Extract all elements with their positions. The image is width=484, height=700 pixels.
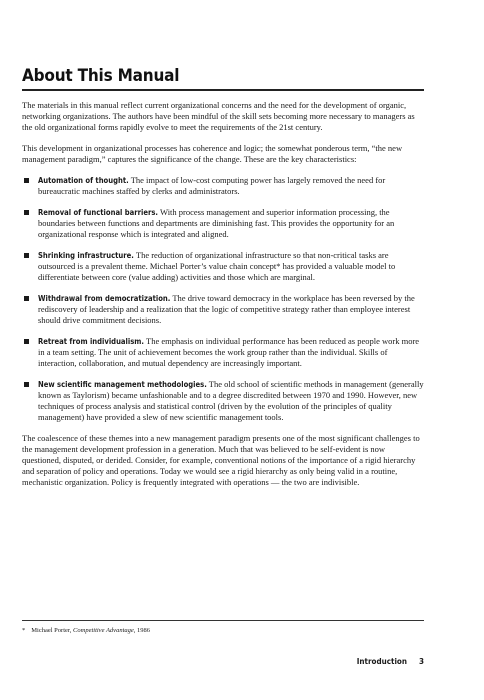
characteristic-term: Retreat from individualism. [38,337,145,346]
page-footer [357,657,424,666]
characteristic-text: The old school of scientific methods in management (generally known as Taylorism) became unfashionable and to a degree discredited between 1970 and 1990. However, new techniques of process analysis and statistical control (driven by the evolution of the principles of quality management) have provided a slew of new scientific management tools. [38,379,424,422]
manual-page [22,0,424,700]
footnote-year: , 1986 [133,627,151,634]
body-text [22,100,424,498]
characteristics-list [22,175,424,423]
closing-paragraph: The coalescence of these themes into a new management paradigm presents one of the most significant challenges to the management development profession in a generation. Much that was believed to be self-evident is now questioned, disputed, or derided. Consider, for example, conventional notions of the importance of a rigid hierarchy and separation of policy and operations. Today we would see a rigid hierarchy as only being valid in a routine, mechanistic organization. Policy is frequently integrated with operations — the two are indivisible. [22,433,420,487]
footer-section: Introduction [356,657,407,666]
characteristic-text: The emphasis on individual performance has been reduced as people work more in a team setting. The unit of achievement becomes the work group rather than the individual. Skills of interaction, collaboration, and mutual dependency are increasingly important. [38,336,420,368]
list-item [22,379,424,423]
characteristic-text: The drive toward democracy in the workplace has been reversed by the rediscovery of leadership and a realization that the logic of competitive strategy rather than employee interest should drive commitment decisions. [38,293,415,325]
characteristic-term: Automation of thought. [38,176,129,185]
page-number: 3 [418,657,424,666]
characteristic-term: New scientific management methodologies. [38,380,207,389]
bullet-icon [24,382,29,387]
characteristic-term: Removal of functional barriers. [38,208,159,217]
footnote-rule [22,620,424,621]
list-item [22,207,424,240]
development-paragraph: This development in organizational processes has coherence and logic; the somewhat ponderous term, “the new management paradigm,” captures the significance of the change. These are the key characteristics: [22,143,403,164]
bullet-icon [24,178,29,183]
footnote [22,627,150,635]
footnote-author: Michael Porter, [31,627,72,634]
list-item [22,175,424,197]
list-item [22,250,424,283]
intro-paragraph: The materials in this manual reflect current organizational concerns and the need for the development of organic, networking organizations. The authors have been mindful of the skill sets becoming more necessary to managers as the old organizational forms rapidly evolve to meet the requirements of the 21st century. [22,100,415,132]
list-item [22,336,424,369]
title-rule [22,89,424,91]
bullet-icon [24,339,29,344]
bullet-icon [24,296,29,301]
characteristic-text: With process management and superior information processing, the boundaries between functions and departments are diminishing fast. This provides the opportunity for an organizational response which is integrated and aligned. [38,207,395,239]
page-title: About This Manual [22,66,180,86]
characteristic-term: Shrinking infrastructure. [38,251,134,260]
characteristic-term: Withdrawal from democratization. [38,294,171,303]
footnote-work: Competitive Advantage [73,627,134,634]
footnote-mark: * [22,627,26,634]
characteristic-text: The reduction of organizational infrastructure so that non-critical tasks are outsourced is a prevalent theme. Michael Porter’s value chain concept* has provided a valuable model to differentiate between core (value adding) activities and those which are marginal. [38,250,396,282]
characteristic-text: The impact of low-cost computing power has largely removed the need for bureaucratic machines staffed by clerks and administrators. [38,175,386,196]
bullet-icon [24,253,29,258]
bullet-icon [24,210,29,215]
list-item [22,293,424,326]
